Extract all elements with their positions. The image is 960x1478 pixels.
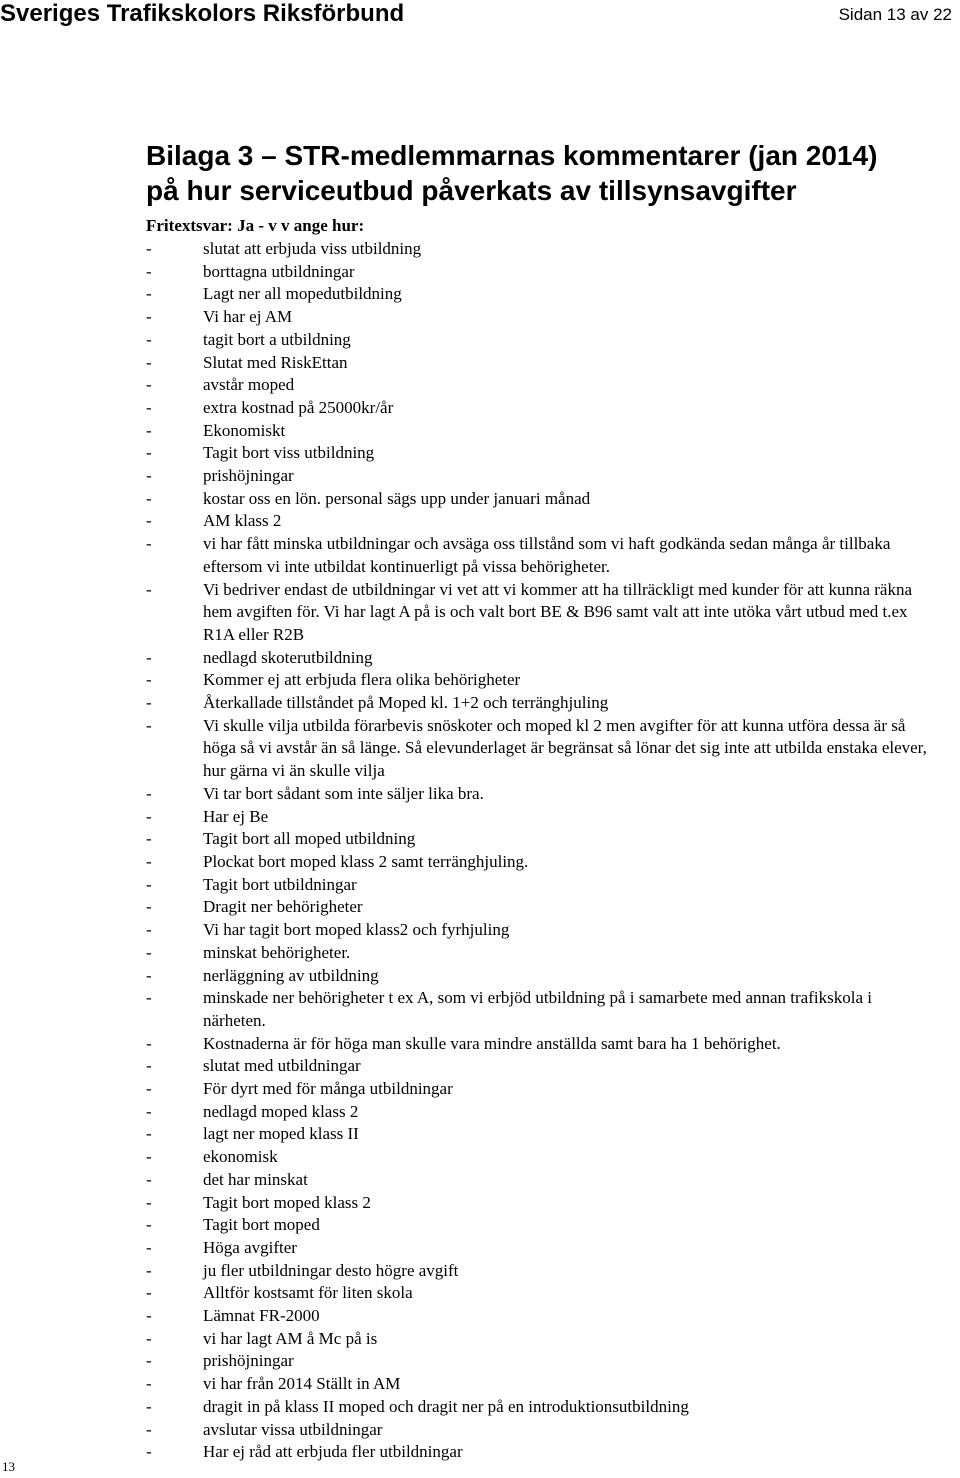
page-indicator: Sidan 13 av 22 — [838, 5, 952, 24]
bullet-dash: - — [146, 397, 152, 417]
answer-item — [146, 1237, 936, 1260]
bullet-dash: - — [146, 1192, 152, 1212]
answer-item — [146, 692, 936, 715]
bullet-dash: - — [146, 851, 152, 871]
answer-text: Tagit bort utbildningar — [203, 874, 357, 894]
answer-item — [146, 510, 936, 533]
answer-item — [146, 874, 936, 897]
bullet-dash: - — [146, 1101, 152, 1121]
answer-item — [146, 397, 936, 420]
answer-text: borttagna utbildningar — [203, 261, 355, 281]
bullet-dash: - — [146, 1079, 152, 1099]
answer-text: Alltför kostsamt för liten skola — [203, 1283, 413, 1303]
bullet-dash: - — [146, 1283, 152, 1303]
answer-item — [146, 715, 936, 783]
bullet-dash: - — [146, 829, 152, 849]
bullet-dash: - — [146, 1374, 152, 1394]
answer-text: kostar oss en lön. personal sägs upp under januari månad — [203, 488, 591, 508]
bullet-dash: - — [146, 1442, 152, 1462]
answer-item — [146, 420, 936, 443]
bullet-dash: - — [146, 1328, 152, 1348]
answer-text: Tagit bort viss utbildning — [203, 443, 375, 463]
answer-item — [146, 669, 936, 692]
bullet-dash: - — [146, 579, 152, 599]
answer-item — [146, 329, 936, 352]
answer-item — [146, 1260, 936, 1283]
answer-text: Höga avgifter — [203, 1237, 297, 1257]
answer-item — [146, 1055, 936, 1078]
answer-text: För dyrt med för många utbildningar — [203, 1079, 453, 1099]
answer-text: dragit in på klass II moped och dragit ner på en introduktionsutbildning — [203, 1396, 689, 1416]
bullet-dash: - — [146, 1237, 152, 1257]
answer-text: Vi tar bort sådant som inte säljer lika bra. — [203, 783, 484, 803]
bullet-dash: - — [146, 715, 152, 735]
bullet-dash: - — [146, 420, 152, 440]
organization-name: Sveriges Trafikskolors Riksförbund — [0, 0, 405, 27]
bullet-dash: - — [146, 920, 152, 940]
answer-item — [146, 442, 936, 465]
answer-item — [146, 647, 936, 670]
answer-text: Plockat bort moped klass 2 samt terränghjuling. — [203, 851, 529, 871]
answer-item — [146, 283, 936, 306]
answer-text: Återkallade tillståndet på Moped kl. 1+2 och terränghjuling — [203, 693, 609, 713]
bullet-dash: - — [146, 443, 152, 463]
answer-item — [146, 1305, 936, 1328]
answer-item — [146, 533, 936, 578]
bullet-dash: - — [146, 352, 152, 372]
answer-text: nerläggning av utbildning — [203, 965, 379, 985]
answer-text: avslutar vissa utbildningar — [203, 1419, 383, 1439]
bullet-dash: - — [146, 239, 152, 258]
bullet-dash: - — [146, 261, 152, 281]
bullet-dash: - — [146, 1351, 152, 1371]
answer-item — [146, 965, 936, 988]
answer-item — [146, 1169, 936, 1192]
answer-text: Dragit ner behörigheter — [203, 897, 363, 917]
bullet-dash: - — [146, 329, 152, 349]
answer-item — [146, 896, 936, 919]
bullet-dash: - — [146, 466, 152, 486]
bullet-dash: - — [146, 1419, 152, 1439]
answer-item — [146, 783, 936, 806]
answer-text: avstår moped — [203, 375, 295, 395]
bullet-dash: - — [146, 965, 152, 985]
bullet-dash: - — [146, 1147, 152, 1167]
bullet-dash: - — [146, 1260, 152, 1280]
answer-text: ju fler utbildningar desto högre avgift — [203, 1260, 459, 1280]
answer-text: prishöjningar — [203, 1351, 294, 1371]
answer-item — [146, 1192, 936, 1215]
bullet-dash: - — [146, 1124, 152, 1144]
answer-text: vi har fått minska utbildningar och avsäga oss tillstånd som vi haft godkända sedan många år tillbaka eftersom vi inte utbildat kontinuerligt på vissa behörigheter. — [203, 534, 891, 576]
answer-item — [146, 987, 936, 1032]
answer-list — [146, 238, 936, 1464]
answer-text: ekonomisk — [203, 1147, 278, 1167]
answer-item — [146, 238, 936, 261]
answer-item — [146, 1282, 936, 1305]
answer-text: Tagit bort moped — [203, 1215, 320, 1235]
bullet-dash: - — [146, 511, 152, 531]
answer-text: Har ej råd att erbjuda fler utbildningar — [203, 1442, 463, 1462]
answer-item — [146, 1214, 936, 1237]
bullet-dash: - — [146, 942, 152, 962]
answer-text: lagt ner moped klass II — [203, 1124, 359, 1144]
bullet-dash: - — [146, 693, 152, 713]
answer-text: Vi bedriver endast de utbildningar vi vet att vi kommer att ha tillräckligt med kunder för att kunna räkna hem avgiften för. Vi har lagt A på is och valt bort BE & B96 samt valt att inte utöka vårt utbud med t.ex R1A eller R2B — [203, 579, 912, 644]
answer-text: minskade ner behörigheter t ex A, som vi erbjöd utbildning på i samarbete med annan trafikskola i närheten. — [203, 988, 872, 1030]
answer-item — [146, 374, 936, 397]
bullet-dash: - — [146, 534, 152, 554]
answer-text: Vi skulle vilja utbilda förarbevis snöskoter och moped kl 2 men avgifter för att kunna utföra dessa är så höga så vi avstår än så länge. Så elevunderlaget är begränsat så lönar det sig inte att utbilda enstaka elever, hur gärna vi än skulle vilja — [203, 715, 927, 781]
bullet-dash: - — [146, 284, 152, 304]
answer-item — [146, 1328, 936, 1351]
bullet-dash: - — [146, 488, 152, 508]
answer-item — [146, 851, 936, 874]
bullet-dash: - — [146, 375, 152, 395]
answer-text: Lagt ner all mopedutbildning — [203, 284, 402, 304]
answer-item — [146, 942, 936, 965]
bullet-dash: - — [146, 897, 152, 917]
answer-item — [146, 1123, 936, 1146]
bullet-dash: - — [146, 1033, 152, 1053]
answer-text: Slutat med RiskEttan — [203, 352, 348, 372]
answer-text: det har minskat — [203, 1169, 308, 1189]
question-subheading: Fritextsvar: Ja - v v ange hur: — [146, 216, 365, 235]
answer-text: slutat att erbjuda viss utbildning — [203, 239, 422, 258]
answer-item — [146, 1396, 936, 1419]
answer-text: Tagit bort moped klass 2 — [203, 1192, 371, 1212]
answer-text: AM klass 2 — [203, 511, 282, 531]
bullet-dash: - — [146, 1169, 152, 1189]
answer-text: vi har från 2014 Ställt in AM — [203, 1374, 401, 1394]
answer-item — [146, 1441, 936, 1464]
answer-text: prishöjningar — [203, 466, 294, 486]
answer-text: Vi har ej AM — [203, 307, 293, 327]
margin-page-number: 13 — [2, 1459, 15, 1474]
bullet-dash: - — [146, 783, 152, 803]
answer-text: Tagit bort all moped utbildning — [203, 829, 416, 849]
bullet-dash: - — [146, 647, 152, 667]
answer-item — [146, 306, 936, 329]
answer-text: Ekonomiskt — [203, 420, 286, 440]
answer-text: Lämnat FR-2000 — [203, 1306, 320, 1326]
title-line-2: på hur serviceutbud påverkats av tillsynsavgifter — [146, 175, 797, 206]
answer-text: Kommer ej att erbjuda flera olika behörigheter — [203, 670, 521, 690]
bullet-dash: - — [146, 874, 152, 894]
answer-item — [146, 828, 936, 851]
answer-item — [146, 806, 936, 829]
bullet-dash: - — [146, 806, 152, 826]
title-line-1: Bilaga 3 – STR-medlemmarnas kommentarer (jan 2014) — [146, 140, 878, 171]
answer-item — [146, 1078, 936, 1101]
answer-text: minskat behörigheter. — [203, 942, 351, 962]
bullet-dash: - — [146, 670, 152, 690]
answer-item — [146, 488, 936, 511]
answer-text: Kostnaderna är för höga man skulle vara mindre anställda samt bara ha 1 behörighet. — [203, 1033, 781, 1053]
bullet-dash: - — [146, 988, 152, 1008]
bullet-dash: - — [146, 1215, 152, 1235]
answer-text: tagit bort a utbildning — [203, 329, 351, 349]
answer-item — [146, 919, 936, 942]
answer-text: nedlagd moped klass 2 — [203, 1101, 359, 1121]
answer-text: Vi har tagit bort moped klass2 och fyrhjuling — [203, 920, 510, 940]
answer-item — [146, 1350, 936, 1373]
answer-text: slutat med utbildningar — [203, 1056, 361, 1076]
document-title — [146, 138, 958, 208]
answer-text: nedlagd skoterutbildning — [203, 647, 373, 667]
bullet-dash: - — [146, 307, 152, 327]
answer-item — [146, 1419, 936, 1442]
answer-item — [146, 1373, 936, 1396]
answer-text: vi har lagt AM å Mc på is — [203, 1328, 378, 1348]
answer-item — [146, 1146, 936, 1169]
answer-item — [146, 352, 936, 375]
bullet-dash: - — [146, 1306, 152, 1326]
answer-text: Har ej Be — [203, 806, 269, 826]
answer-item — [146, 1101, 936, 1124]
answer-item — [146, 1033, 936, 1056]
answer-text: extra kostnad på 25000kr/år — [203, 397, 394, 417]
answer-item — [146, 261, 936, 284]
bullet-dash: - — [146, 1056, 152, 1076]
answer-item — [146, 465, 936, 488]
answer-item — [146, 579, 936, 647]
bullet-dash: - — [146, 1396, 152, 1416]
